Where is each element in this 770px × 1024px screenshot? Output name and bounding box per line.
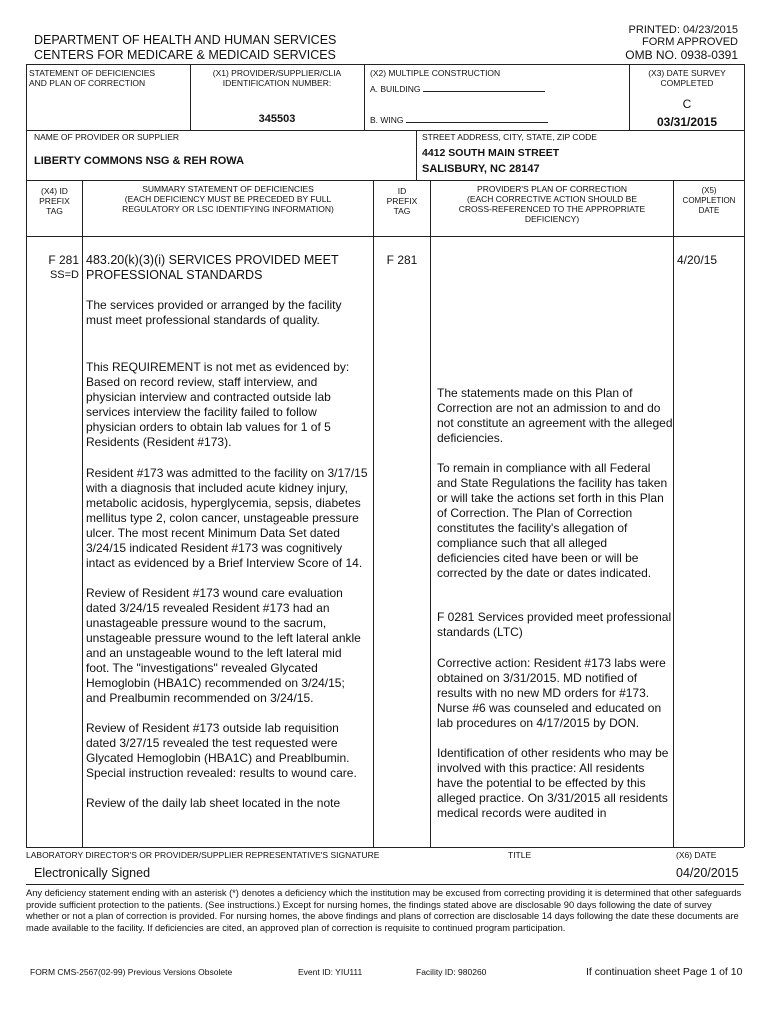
plan-paragraph: Identification of other residents who may be involved with this practice: All residents have the potential to be effected by this alleged practice. On 3/31/2015 all residents medical records were audited in xyxy=(437,746,669,820)
deficiency-tag: F 281 xyxy=(48,253,79,267)
id-prefix-header: ID xyxy=(397,186,407,196)
plan-tag: F 281 xyxy=(386,253,418,267)
plan-text xyxy=(437,386,673,821)
deficiency-paragraph: Resident #173 was admitted to the facility on 3/17/15 with a diagnosis that included acute kidney injury, metabolic acidosis, hyperglycemia, sepsis, diabetes mellitus type 2, colon cancer, unstageable pressure ulcer. The most recent Minimum Data Set dated 3/24/15 indicated Resident #173 was cognitively intact as evidenced by a Brief Interview Score of 14. xyxy=(86,466,368,570)
x4-tag-label: TAG xyxy=(46,206,63,216)
building-field xyxy=(423,82,545,92)
plan-label: AND PLAN OF CORRECTION xyxy=(29,78,146,88)
building-label: A. BUILDING xyxy=(370,84,421,94)
signature-label: LABORATORY DIRECTOR'S OR PROVIDER/SUPPLIER REPRESENTATIVE'S SIGNATURE xyxy=(26,850,380,860)
address-street: 4412 SOUTH MAIN STREET xyxy=(422,147,560,159)
wing-field xyxy=(406,113,548,123)
disclaimer: Any deficiency statement ending with an asterisk (*) denotes a deficiency which the institution may be excused from correcting providing it is determined that other safeguards provide sufficient protection to the patients. (See instructions.) Except for nursing homes, the findings stated above are disclosable 90 days following the date of survey whether or not a plan of correction is provided. For nursing homes, the above findings and plans of correction are disclosable 14 days following the date these documents are made available to the facility. If deficiencies are cited, an approved plan of correction is requisite to continued program participation. xyxy=(26,888,742,933)
x5-date-label: DATE xyxy=(698,206,720,215)
title-label: TITLE xyxy=(508,850,532,860)
x1-sublabel: IDENTIFICATION NUMBER: xyxy=(222,78,332,88)
summary-header-line2: (EACH DEFICIENCY MUST BE PRECEDED BY FULL xyxy=(124,194,332,204)
form-number: FORM CMS-2567(02-99) Previous Versions Obsolete xyxy=(30,967,233,977)
statement-label: STATEMENT OF DEFICIENCIES xyxy=(29,68,156,78)
deficiency-text xyxy=(86,298,368,811)
completion-date: 4/20/15 xyxy=(677,253,718,267)
deficiency-paragraph: Review of Resident #173 wound care evaluation dated 3/24/15 revealed Resident #173 had an unastageable pressure wound to the sacrum, unstageable pressure wound to the left lateral ankle and an unstageable wound to the left lateral mid foot. The "investigations" revealed Glycated Hemoglobin (HBA1C) recommended on 3/24/15; and Prealbumin recommended on 3/24/15. xyxy=(86,586,361,705)
department-title: DEPARTMENT OF HEALTH AND HUMAN SERVICES xyxy=(34,33,337,47)
regulation-title: 483.20(k)(3)(i) SERVICES PROVIDED MEET xyxy=(86,253,339,267)
omb-number: OMB NO. 0938-0391 xyxy=(625,48,738,62)
signature-value: Electronically Signed xyxy=(34,866,151,880)
x5-completion-label: COMPLETION xyxy=(682,196,736,205)
deficiency-paragraph: Review of the daily lab sheet located in the note xyxy=(86,796,341,810)
signature-date: 04/20/2015 xyxy=(676,866,739,880)
form-approved: FORM APPROVED xyxy=(642,36,738,48)
summary-header-line3: REGULATORY OR LSC IDENTIFYING INFORMATION) xyxy=(122,204,334,214)
deficiency-paragraph: This REQUIREMENT is not met as evidenced by: Based on record review, staff interview, and physician interview and contracted outside lab services interview the facility failed to follow physician orders to obtain lab values for 1 of 5 Residents (Resident #173). xyxy=(86,360,350,449)
x5-label: (X5) xyxy=(701,186,717,195)
x2-label: (X2) MULTIPLE CONSTRUCTION xyxy=(370,68,501,78)
plan-header-line3: CROSS-REFERENCED TO THE APPROPRIATE xyxy=(458,204,646,214)
address-city: SALISBURY, NC 28147 xyxy=(422,163,540,175)
provider-id-number: 345503 xyxy=(258,113,296,125)
plan-header: PROVIDER'S PLAN OF CORRECTION xyxy=(477,184,627,194)
agency-title: CENTERS FOR MEDICARE & MEDICAID SERVICES xyxy=(34,48,336,62)
printed-date: PRINTED: 04/23/2015 xyxy=(628,24,738,36)
deficiency-paragraph: Review of Resident #173 outside lab requisition dated 3/27/15 revealed the test requested were Glycated Hemoglobin (HBA1C) and Preablbumin. Special instruction revealed: results to wound care. xyxy=(86,721,357,780)
x6-date-label: (X6) DATE xyxy=(676,850,717,860)
address-label: STREET ADDRESS, CITY, STATE, ZIP CODE xyxy=(422,132,597,142)
survey-code: C xyxy=(682,97,692,111)
page-indicator: If continuation sheet Page 1 of 10 xyxy=(586,966,743,978)
event-id: Event ID: YIU111 xyxy=(298,967,363,977)
provider-name: LIBERTY COMMONS NSG & REH ROWA xyxy=(34,155,245,167)
survey-date: 03/31/2015 xyxy=(656,115,718,129)
id-prefix-label: PREFIX xyxy=(386,196,418,206)
summary-header: SUMMARY STATEMENT OF DEFICIENCIES xyxy=(142,184,314,194)
scope-severity: SS=D xyxy=(49,269,79,281)
id-tag-label: TAG xyxy=(393,206,411,216)
deficiency-paragraph: The services provided or arranged by the facility must meet professional standards of quality. xyxy=(86,298,342,327)
plan-header-line2: (EACH CORRECTIVE ACTION SHOULD BE xyxy=(466,194,638,204)
x4-label: (X4) ID xyxy=(41,186,68,196)
x3-label: (X3) DATE SURVEY xyxy=(648,68,726,78)
plan-header-line4: DEFICIENCY) xyxy=(524,214,580,224)
provider-name-label: NAME OF PROVIDER OR SUPPLIER xyxy=(34,132,179,142)
wing-label: B. WING xyxy=(370,115,404,125)
x1-label: (X1) PROVIDER/SUPPLIER/CLIA xyxy=(212,68,342,78)
x3-sublabel: COMPLETED xyxy=(660,78,714,88)
regulation-subtitle: PROFESSIONAL STANDARDS xyxy=(86,268,263,282)
facility-id: Facility ID: 980260 xyxy=(416,967,487,977)
x4-prefix-label: PREFIX xyxy=(39,196,70,206)
plan-paragraph: To remain in compliance with all Federal and State Regulations the facility has taken or will take the actions set forth in this Plan of Correction. The Plan of Correction constitutes the facility's allegation of compliance such that all alleged deficiencies cited have been or will be corrected by the date or dates indicated. xyxy=(437,461,668,580)
plan-paragraph: F 0281 Services provided meet professional standards (LTC) xyxy=(437,610,672,639)
plan-paragraph: Corrective action: Resident #173 labs were obtained on 3/31/2015. MD notified of results with no new MD orders for #173. Nurse #6 was counseled and educated on lab procedures on 4/17/2015 by DON. xyxy=(437,656,666,730)
plan-paragraph: The statements made on this Plan of Correction are not an admission to and do not constitute an agreement with the alleged deficiencies. xyxy=(437,386,673,445)
